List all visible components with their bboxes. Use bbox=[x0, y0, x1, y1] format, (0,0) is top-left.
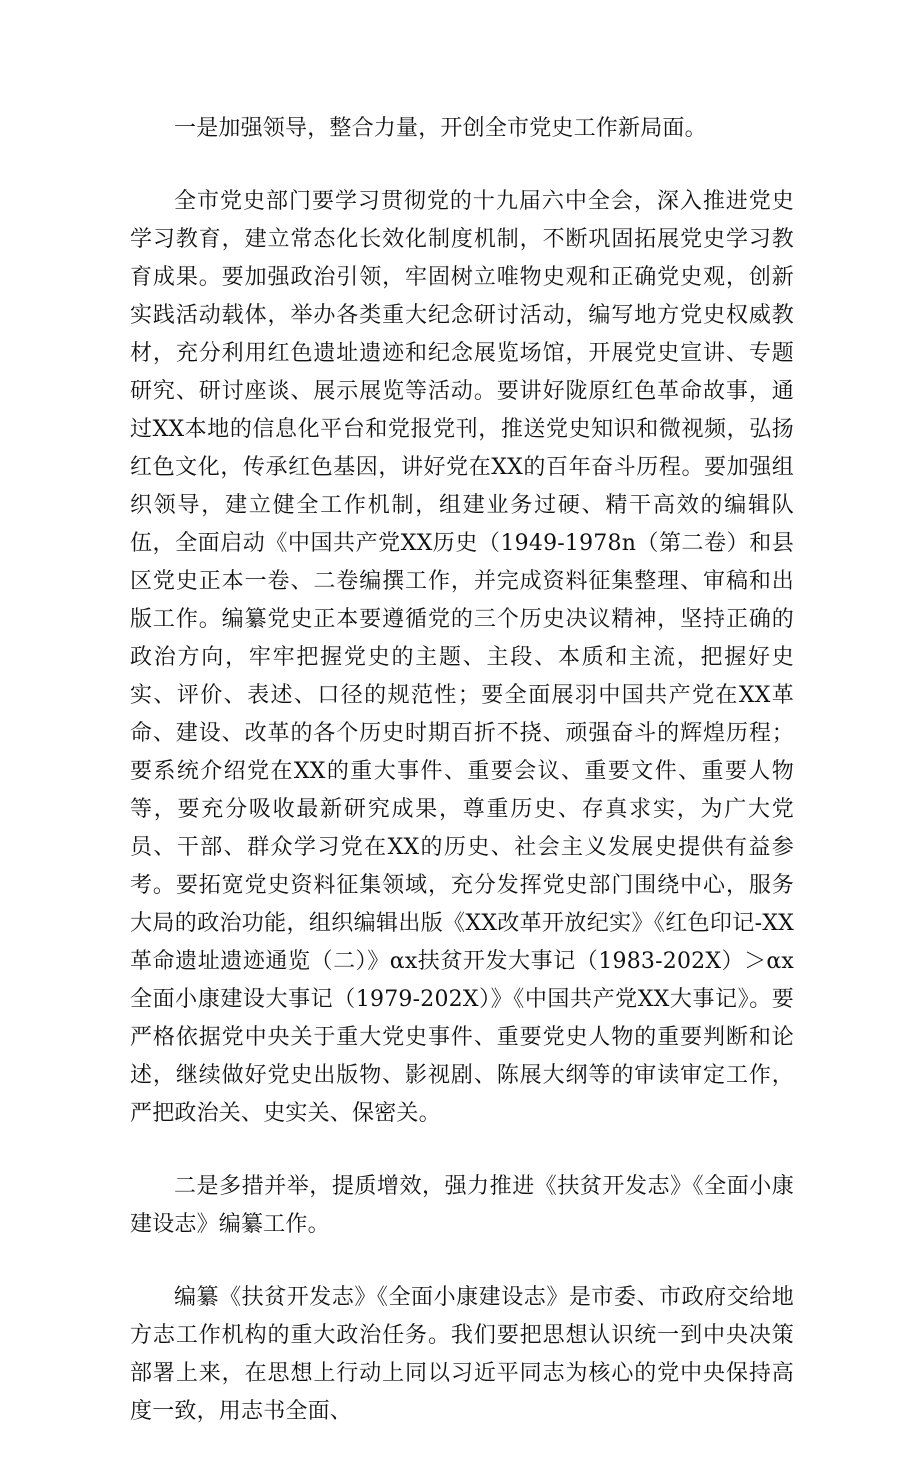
document-body bbox=[130, 110, 794, 1466]
section-heading-2: 二是多措并举，提质增效，强力推进《扶贫开发志》《全面小康建设志》编纂工作。 bbox=[130, 1174, 794, 1237]
body-paragraph-2: 编纂《扶贫开发志》《全面小康建设志》是市委、市政府交给地方志工作机构的重大政治任务。我们要把思想认识统一到中央决策部署上来，在思想上行动上同以习近平同志为核心的党中央保持高度一致，用志书全面、 bbox=[130, 1285, 794, 1424]
section-heading-1: 一是加强领导，整合力量，开创全市党史工作新局面。 bbox=[174, 116, 707, 141]
body-paragraph-1: 全市党史部门要学习贯彻党的十九届六中全会，深入推进党史学习教育，建立常态化长效化制度机制，不断巩固拓展党史学习教育成果。要加强政治引领，牢固树立唯物史观和正确党史观，创新实践活动载体，举办各类重大纪念研讨活动，编写地方党史权威教材，充分利用红色遗址遗迹和纪念展览场馆，开展党史宣讲、专题研究、研讨座谈、展示展览等活动。要讲好陇原红色革命故事，通过XX本地的信息化平台和党报党刊，推送党史知识和微视频，弘扬红色文化，传承红色基因，讲好党在XX的百年奋斗历程。要加强组织领导，建立健全工作机制，组建业务过硬、精干高效的编辑队伍，全面启动《中国共产党XX历史（1949-1978n（第二卷）和县区党史正本一卷、二卷编撰工作，并完成资料征集整理、审稿和出版工作。编纂党史正本要遵循党的三个历史决议精神，坚持正确的政治方向，牢牢把握党史的主题、主段、本质和主流，把握好史实、评价、表述、口径的规范性；要全面展羽中国共产党在XX革命、建设、改革的各个历史时期百折不挠、顽强奋斗的辉煌历程；要系统介绍党在XX的重大事件、重要会议、重要文件、重要人物等，要充分吸收最新研究成果，尊重历史、存真求实，为广大党员、干部、群众学习党在XX的历史、社会主义发展史提供有益参考。要拓宽党史资料征集领域，充分发挥党史部门围绕中心，服务大局的政治功能，组织编辑出版《XX改革开放纪实》《红色印记-XX革命遗址遗迹通览（二）》αx扶贫开发大事记（1983-202X）＞αx全面小康建设大事记（1979-202X）》《中国共产党XX大事记》。要严格依据党中央关于重大党史事件、重要党史人物的重要判断和论述，继续做好党史出版物、影视剧、陈展大纲等的审读审定工作，严把政治关、史实关、保密关。 bbox=[130, 189, 794, 1126]
